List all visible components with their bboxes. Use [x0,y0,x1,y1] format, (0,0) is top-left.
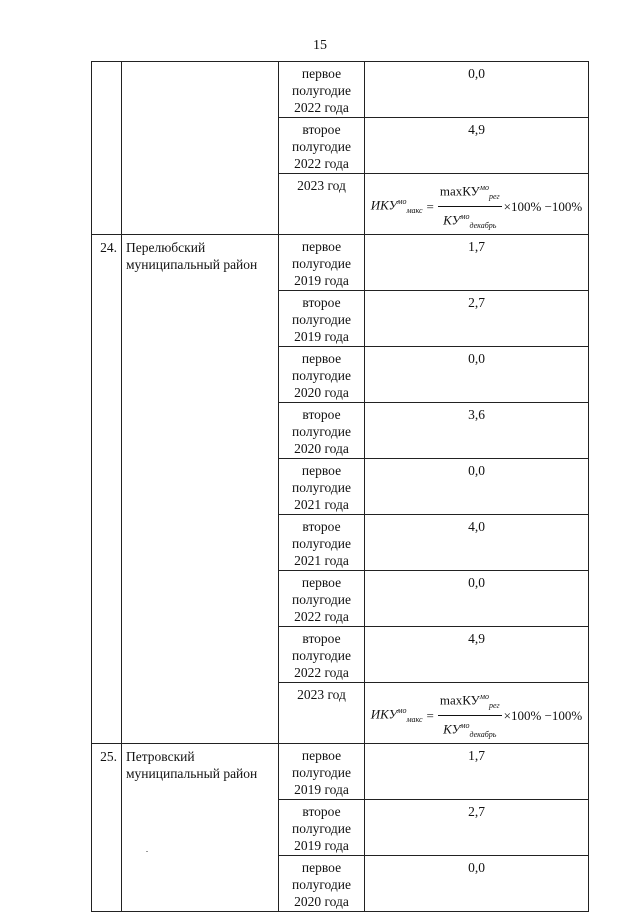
formula-lhs: $ИКУ^{мо}_{макс}$ [370,706,423,725]
period-cell: первое полугодие 2020 года [279,855,365,911]
value-cell: 4,9 [365,118,589,174]
district-name-cell: Петровский муниципальный район [122,743,279,911]
period-cell: второе полугодие 2020 года [279,402,365,458]
period-cell: второе полугодие 2019 года [279,290,365,346]
value-cell: 2,7 [365,799,589,855]
table-row [92,743,589,799]
value-cell: 1,7 [365,743,589,799]
district-name-cell: Перелюбский муниципальный район [122,234,279,743]
formula-cell [365,682,589,743]
period-cell: второе полугодие 2022 года [279,626,365,682]
value-cell: 3,6 [365,402,589,458]
formula-lhs: $ИКУ^{мо}_{макс}$ [370,197,423,216]
formula-rhs: ×100% −100% [503,198,583,214]
scan-speck [146,851,148,852]
indicator-table [91,61,589,912]
value-cell: 2,7 [365,290,589,346]
period-cell: первое полугодие 2022 года [279,62,365,118]
table-row [92,62,589,118]
period-cell: второе полугодие 2019 года [279,799,365,855]
value-cell: 1,7 [365,234,589,290]
value-cell: 0,0 [365,570,589,626]
period-cell: первое полугодие 2022 года [279,570,365,626]
value-cell: 0,0 [365,62,589,118]
formula-equals: = [426,707,434,723]
period-cell: первое полугодие 2021 года [279,458,365,514]
value-cell: 4,0 [365,514,589,570]
table-row [92,234,589,290]
period-cell: первое полугодие 2019 года [279,743,365,799]
period-cell: второе полугодие 2022 года [279,118,365,174]
value-cell: 0,0 [365,346,589,402]
value-cell: 4,9 [365,626,589,682]
row-number-cell: 24. [92,234,122,743]
period-cell: 2023 год [279,174,365,235]
formula [365,179,588,234]
formula-cell [365,174,589,235]
formula-rhs: ×100% −100% [503,707,583,723]
page-number: 15 [313,38,327,53]
district-name-cell [122,62,279,235]
formula-equals: = [426,198,434,214]
period-cell: первое полугодие 2020 года [279,346,365,402]
period-cell: второе полугодие 2021 года [279,514,365,570]
period-cell: первое полугодие 2019 года [279,234,365,290]
row-number-cell [92,62,122,235]
value-cell: 0,0 [365,855,589,911]
period-cell: 2023 год [279,682,365,743]
value-cell: 0,0 [365,458,589,514]
row-number-cell: 25. [92,743,122,911]
formula [365,688,588,743]
formula-fraction: $\frac{\max КУ^{мо}_{рег}}{КУ^{мо}_{декабрь}}$ [438,688,502,743]
formula-fraction: $\frac{\max КУ^{мо}_{рег}}{КУ^{мо}_{декабрь}}$ [438,179,502,234]
